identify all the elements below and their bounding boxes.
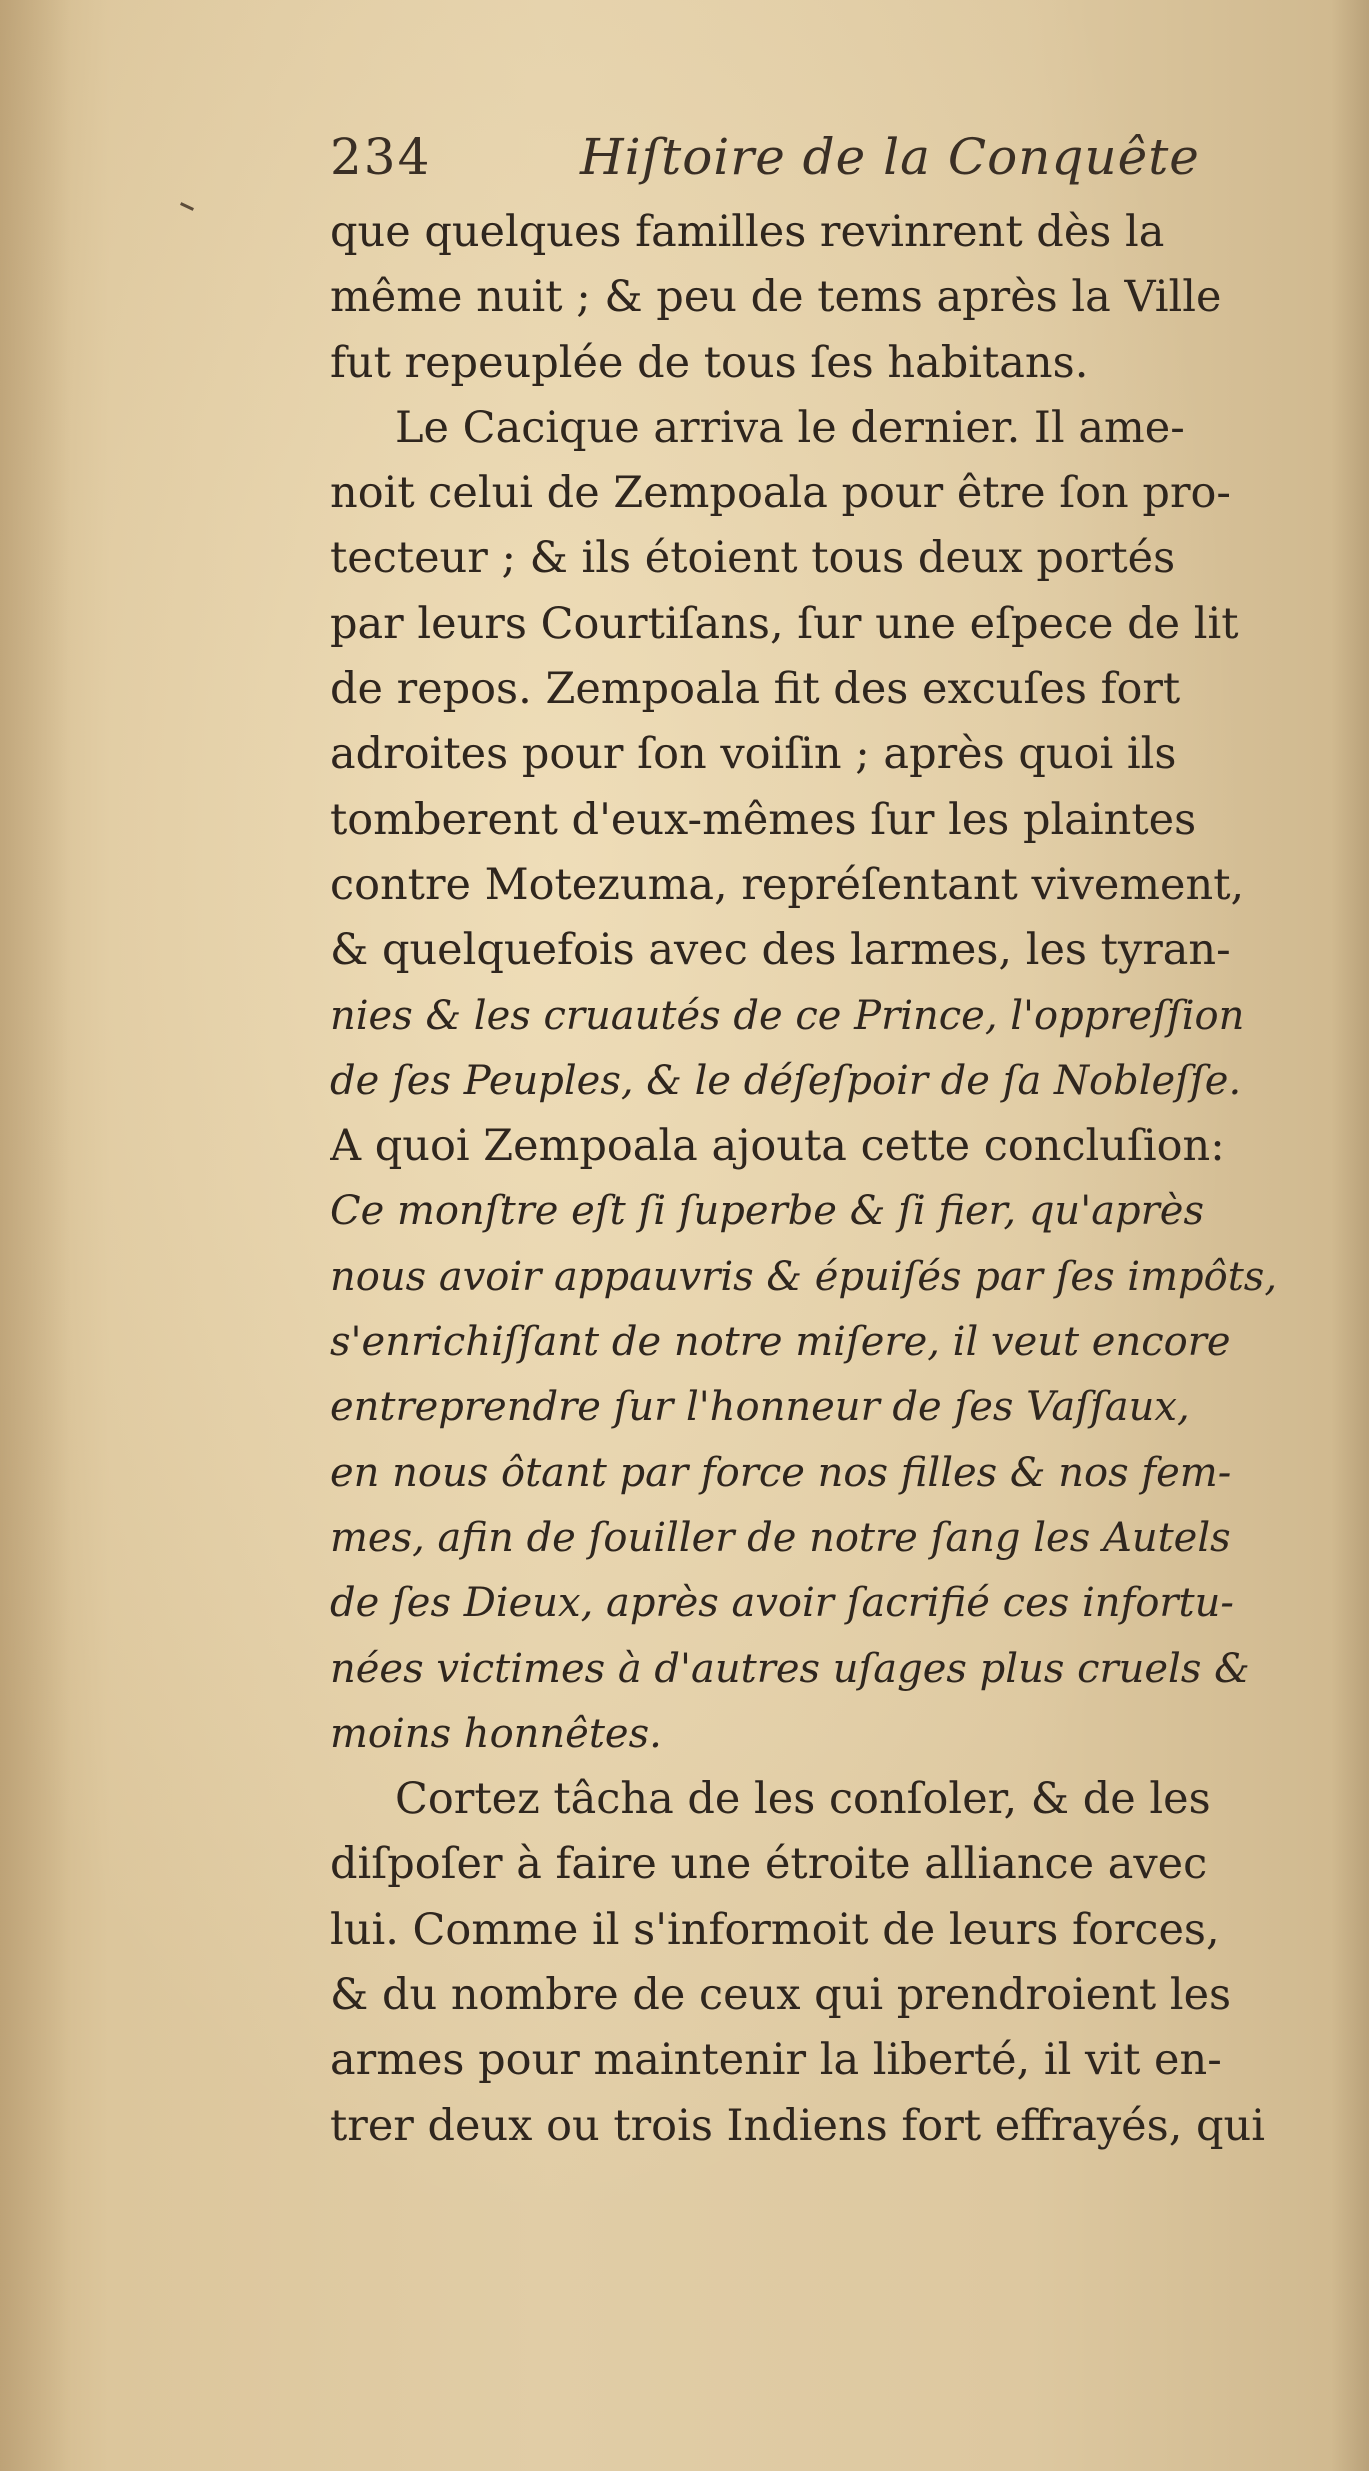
page-edge-shading <box>0 0 70 2471</box>
text-line: mes, afin de ſouiller de notre ſang les Autels <box>330 1514 1231 1561</box>
text-line: fut repeuplée de tous ſes habitans. <box>330 337 1089 388</box>
running-title: Hiſtoire de la Conquête <box>580 128 1200 186</box>
text-line: moins honnêtes. <box>330 1710 662 1757</box>
text-line: entreprendre ſur l'honneur de ſes Vaſſaux, <box>330 1384 1190 1431</box>
text-line: de ſes Dieux, après avoir ſacrifié ces infortu- <box>330 1580 1234 1627</box>
page-header <box>330 128 1230 208</box>
text-line: armes pour maintenir la liberté, il vit en- <box>330 2035 1222 2086</box>
gutter-shadow <box>1331 0 1369 2471</box>
text-line: par leurs Courtiſans, ſur une eſpece de lit <box>330 598 1239 649</box>
text-line: tomberent d'eux-mêmes ſur les plaintes <box>330 794 1197 845</box>
text-line: & du nombre de ceux qui prendroient les <box>330 1970 1232 2021</box>
text-line: même nuit ; & peu de tems après la Ville <box>330 272 1222 323</box>
text-line: s'enrichiſſant de notre miſere, il veut encore <box>330 1319 1231 1366</box>
text-line: diſpoſer à faire une étroite alliance avec <box>330 1839 1208 1890</box>
text-line: & quelquefois avec des larmes, les tyran- <box>330 925 1231 976</box>
text-line: Le Cacique arriva le dernier. Il ame- <box>395 402 1185 453</box>
text-line: Cortez tâcha de les conſoler, & de les <box>395 1774 1211 1825</box>
text-line: contre Motezuma, repréſentant vivement, <box>330 859 1245 910</box>
text-line: adroites pour ſon voiſin ; après quoi ils <box>330 729 1177 780</box>
text-line: de ſes Peuples, & le déſeſpoir de ſa Nobleſſe. <box>330 1057 1242 1104</box>
text-line: tecteur ; & ils étoient tous deux portés <box>330 533 1176 584</box>
text-line: nies & les cruautés de ce Prince, l'oppreſſion <box>330 992 1245 1039</box>
text-line: trer deux ou trois Indiens fort effrayés, qui <box>330 2100 1265 2151</box>
text-line: en nous ôtant par force nos filles & nos fem- <box>330 1449 1232 1496</box>
text-line: nous avoir appauvris & épuiſés par ſes impôts, <box>330 1253 1278 1300</box>
page-number: 234 <box>330 128 432 186</box>
text-line: de repos. Zempoala fit des excuſes fort <box>330 664 1181 715</box>
text-line: Ce monſtre eſt ſi ſuperbe & ſi fier, qu'après <box>330 1188 1204 1235</box>
text-line: A quoi Zempoala ajouta cette concluſion: <box>330 1121 1225 1172</box>
text-line: noit celui de Zempoala pour être ſon pro- <box>330 468 1231 519</box>
text-line: lui. Comme il s'informoit de leurs forces, <box>330 1904 1220 1955</box>
text-line: que quelques familles revinrent dès la <box>330 207 1165 257</box>
ink-mark <box>180 202 194 211</box>
text-line: nées victimes à d'autres uſages plus cruels & <box>330 1645 1250 1692</box>
body-text <box>330 200 1330 2159</box>
